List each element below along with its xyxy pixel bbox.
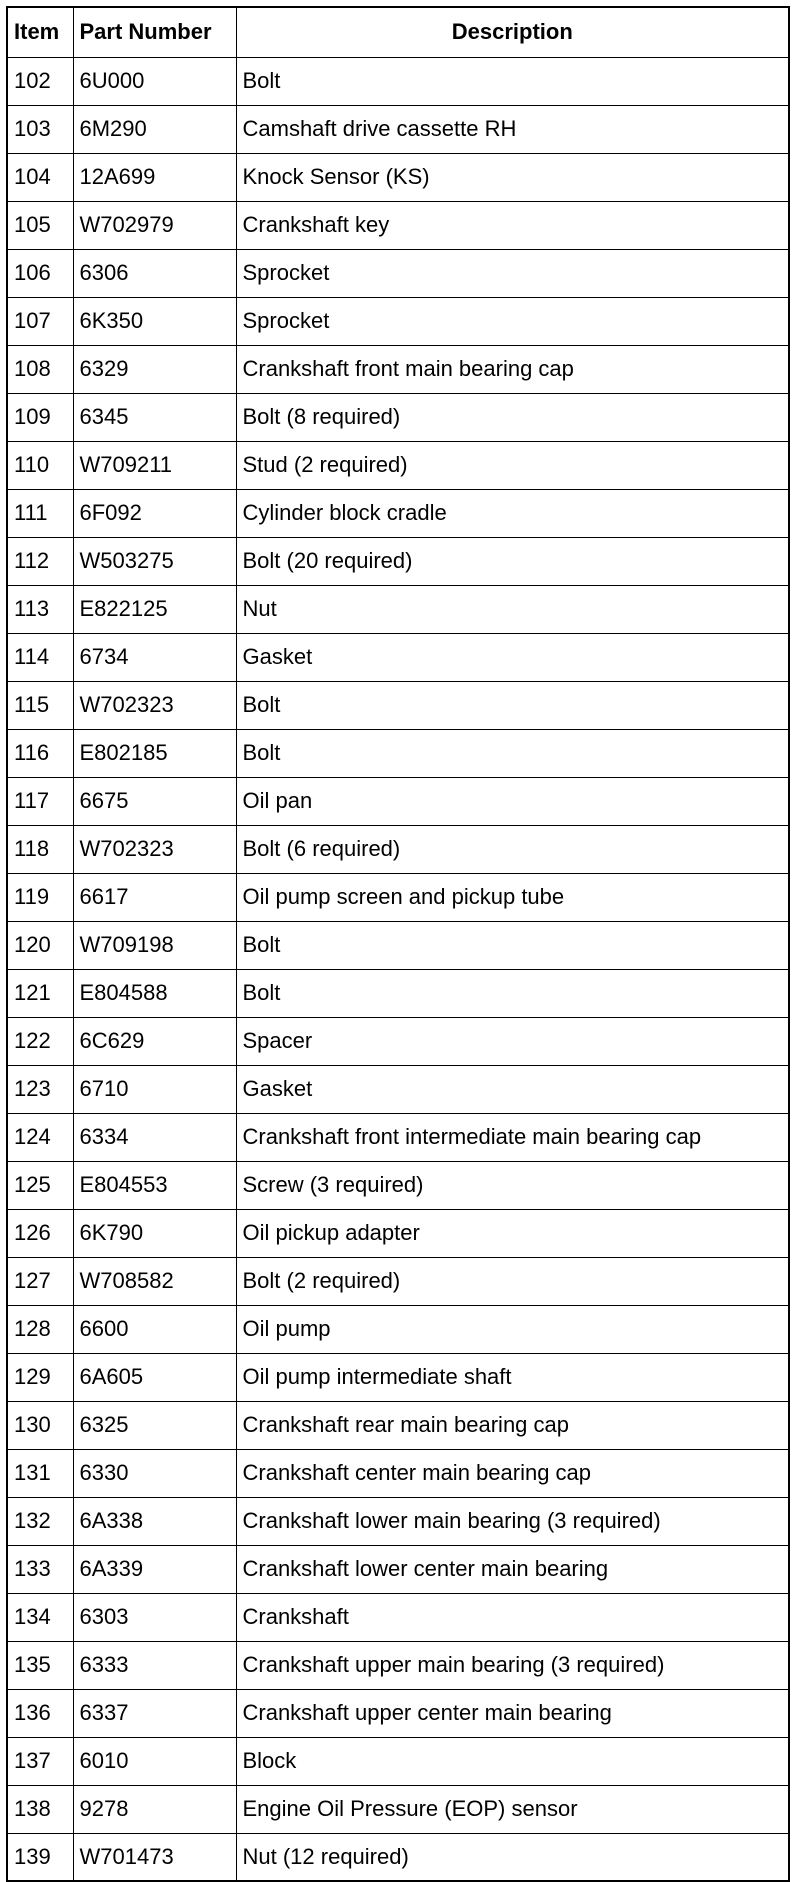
part-number-cell: 6325 — [73, 1401, 236, 1449]
table-row — [7, 393, 789, 441]
item-cell: 126 — [7, 1209, 73, 1257]
description-cell: Bolt (2 required) — [236, 1257, 789, 1305]
part-number-cell: 6600 — [73, 1305, 236, 1353]
part-number-cell: 6010 — [73, 1737, 236, 1785]
part-number-cell: E822125 — [73, 585, 236, 633]
description-cell: Stud (2 required) — [236, 441, 789, 489]
item-cell: 109 — [7, 393, 73, 441]
table-row — [7, 1449, 789, 1497]
part-number-cell: 6617 — [73, 873, 236, 921]
table-row — [7, 1113, 789, 1161]
description-cell: Crankshaft upper main bearing (3 required) — [236, 1641, 789, 1689]
description-cell: Gasket — [236, 633, 789, 681]
table-row — [7, 1257, 789, 1305]
table-row — [7, 1737, 789, 1785]
part-number-cell: W702323 — [73, 681, 236, 729]
part-number-cell: 6330 — [73, 1449, 236, 1497]
table-row — [7, 489, 789, 537]
table-row — [7, 1545, 789, 1593]
part-number-cell: W702323 — [73, 825, 236, 873]
description-cell: Crankshaft lower main bearing (3 required) — [236, 1497, 789, 1545]
table-row — [7, 1209, 789, 1257]
description-cell: Sprocket — [236, 249, 789, 297]
description-cell: Block — [236, 1737, 789, 1785]
item-cell: 135 — [7, 1641, 73, 1689]
item-cell: 123 — [7, 1065, 73, 1113]
table-row — [7, 1305, 789, 1353]
description-cell: Crankshaft rear main bearing cap — [236, 1401, 789, 1449]
description-cell: Oil pump screen and pickup tube — [236, 873, 789, 921]
header-row — [7, 7, 789, 57]
description-cell: Gasket — [236, 1065, 789, 1113]
table-row — [7, 105, 789, 153]
table-row — [7, 825, 789, 873]
part-number-cell: 6306 — [73, 249, 236, 297]
part-number-cell: 6K350 — [73, 297, 236, 345]
table-row — [7, 249, 789, 297]
header-description: Description — [236, 7, 789, 57]
part-number-cell: 6M290 — [73, 105, 236, 153]
table-row — [7, 297, 789, 345]
description-cell: Bolt — [236, 921, 789, 969]
part-number-cell: W503275 — [73, 537, 236, 585]
description-cell: Crankshaft front intermediate main bearing cap — [236, 1113, 789, 1161]
item-cell: 104 — [7, 153, 73, 201]
part-number-cell: 6A605 — [73, 1353, 236, 1401]
item-cell: 128 — [7, 1305, 73, 1353]
item-cell: 117 — [7, 777, 73, 825]
description-cell: Bolt (6 required) — [236, 825, 789, 873]
item-cell: 134 — [7, 1593, 73, 1641]
item-cell: 138 — [7, 1785, 73, 1833]
item-cell: 119 — [7, 873, 73, 921]
description-cell: Oil pump — [236, 1305, 789, 1353]
item-cell: 120 — [7, 921, 73, 969]
description-cell: Oil pump intermediate shaft — [236, 1353, 789, 1401]
part-number-cell: 6329 — [73, 345, 236, 393]
description-cell: Sprocket — [236, 297, 789, 345]
item-cell: 122 — [7, 1017, 73, 1065]
part-number-cell: 9278 — [73, 1785, 236, 1833]
item-cell: 118 — [7, 825, 73, 873]
item-cell: 116 — [7, 729, 73, 777]
part-number-cell: 6C629 — [73, 1017, 236, 1065]
description-cell: Crankshaft upper center main bearing — [236, 1689, 789, 1737]
item-cell: 114 — [7, 633, 73, 681]
part-number-cell: 6A338 — [73, 1497, 236, 1545]
part-number-cell: E804588 — [73, 969, 236, 1017]
table-row — [7, 1497, 789, 1545]
table-row — [7, 873, 789, 921]
table-row — [7, 777, 789, 825]
item-cell: 124 — [7, 1113, 73, 1161]
part-number-cell: 6K790 — [73, 1209, 236, 1257]
item-cell: 107 — [7, 297, 73, 345]
table-row — [7, 1353, 789, 1401]
item-cell: 111 — [7, 489, 73, 537]
description-cell: Spacer — [236, 1017, 789, 1065]
table-row — [7, 1017, 789, 1065]
header-item: Item — [7, 7, 73, 57]
table-row — [7, 1689, 789, 1737]
table-row — [7, 1401, 789, 1449]
table-row — [7, 969, 789, 1017]
item-cell: 113 — [7, 585, 73, 633]
table-row — [7, 201, 789, 249]
table-header — [7, 7, 789, 57]
part-number-cell: 6337 — [73, 1689, 236, 1737]
table-row — [7, 1065, 789, 1113]
table-row — [7, 729, 789, 777]
description-cell: Oil pickup adapter — [236, 1209, 789, 1257]
table-row — [7, 345, 789, 393]
item-cell: 106 — [7, 249, 73, 297]
description-cell: Oil pan — [236, 777, 789, 825]
item-cell: 125 — [7, 1161, 73, 1209]
description-cell: Crankshaft key — [236, 201, 789, 249]
description-cell: Bolt — [236, 57, 789, 105]
part-number-cell: 6333 — [73, 1641, 236, 1689]
description-cell: Bolt — [236, 681, 789, 729]
part-number-cell: W701473 — [73, 1833, 236, 1881]
description-cell: Bolt — [236, 729, 789, 777]
part-number-cell: 6334 — [73, 1113, 236, 1161]
table-row — [7, 57, 789, 105]
table-row — [7, 1641, 789, 1689]
table-row — [7, 633, 789, 681]
item-cell: 121 — [7, 969, 73, 1017]
table-row — [7, 1161, 789, 1209]
item-cell: 132 — [7, 1497, 73, 1545]
description-cell: Crankshaft center main bearing cap — [236, 1449, 789, 1497]
item-cell: 130 — [7, 1401, 73, 1449]
item-cell: 129 — [7, 1353, 73, 1401]
description-cell: Crankshaft lower center main bearing — [236, 1545, 789, 1593]
part-number-cell: 6675 — [73, 777, 236, 825]
parts-table — [6, 6, 790, 1882]
description-cell: Nut — [236, 585, 789, 633]
description-cell: Screw (3 required) — [236, 1161, 789, 1209]
table-row — [7, 1833, 789, 1881]
item-cell: 127 — [7, 1257, 73, 1305]
part-number-cell: 12A699 — [73, 153, 236, 201]
item-cell: 112 — [7, 537, 73, 585]
table-row — [7, 441, 789, 489]
table-row — [7, 921, 789, 969]
table-body — [7, 57, 789, 1881]
table-row — [7, 585, 789, 633]
item-cell: 131 — [7, 1449, 73, 1497]
description-cell: Cylinder block cradle — [236, 489, 789, 537]
item-cell: 105 — [7, 201, 73, 249]
item-cell: 103 — [7, 105, 73, 153]
part-number-cell: E804553 — [73, 1161, 236, 1209]
part-number-cell: 6734 — [73, 633, 236, 681]
part-number-cell: 6345 — [73, 393, 236, 441]
item-cell: 137 — [7, 1737, 73, 1785]
description-cell: Bolt — [236, 969, 789, 1017]
description-cell: Knock Sensor (KS) — [236, 153, 789, 201]
description-cell: Crankshaft — [236, 1593, 789, 1641]
table-row — [7, 537, 789, 585]
description-cell: Crankshaft front main bearing cap — [236, 345, 789, 393]
table-row — [7, 1593, 789, 1641]
table-row — [7, 153, 789, 201]
item-cell: 133 — [7, 1545, 73, 1593]
part-number-cell: W708582 — [73, 1257, 236, 1305]
part-number-cell: E802185 — [73, 729, 236, 777]
part-number-cell: W702979 — [73, 201, 236, 249]
table-row — [7, 1785, 789, 1833]
part-number-cell: 6A339 — [73, 1545, 236, 1593]
item-cell: 115 — [7, 681, 73, 729]
table-row — [7, 681, 789, 729]
part-number-cell: 6U000 — [73, 57, 236, 105]
item-cell: 102 — [7, 57, 73, 105]
item-cell: 110 — [7, 441, 73, 489]
header-part-number: Part Number — [73, 7, 236, 57]
item-cell: 108 — [7, 345, 73, 393]
part-number-cell: W709198 — [73, 921, 236, 969]
part-number-cell: 6303 — [73, 1593, 236, 1641]
part-number-cell: 6710 — [73, 1065, 236, 1113]
description-cell: Bolt (20 required) — [236, 537, 789, 585]
part-number-cell: W709211 — [73, 441, 236, 489]
description-cell: Engine Oil Pressure (EOP) sensor — [236, 1785, 789, 1833]
item-cell: 136 — [7, 1689, 73, 1737]
item-cell: 139 — [7, 1833, 73, 1881]
description-cell: Nut (12 required) — [236, 1833, 789, 1881]
description-cell: Bolt (8 required) — [236, 393, 789, 441]
description-cell: Camshaft drive cassette RH — [236, 105, 789, 153]
part-number-cell: 6F092 — [73, 489, 236, 537]
